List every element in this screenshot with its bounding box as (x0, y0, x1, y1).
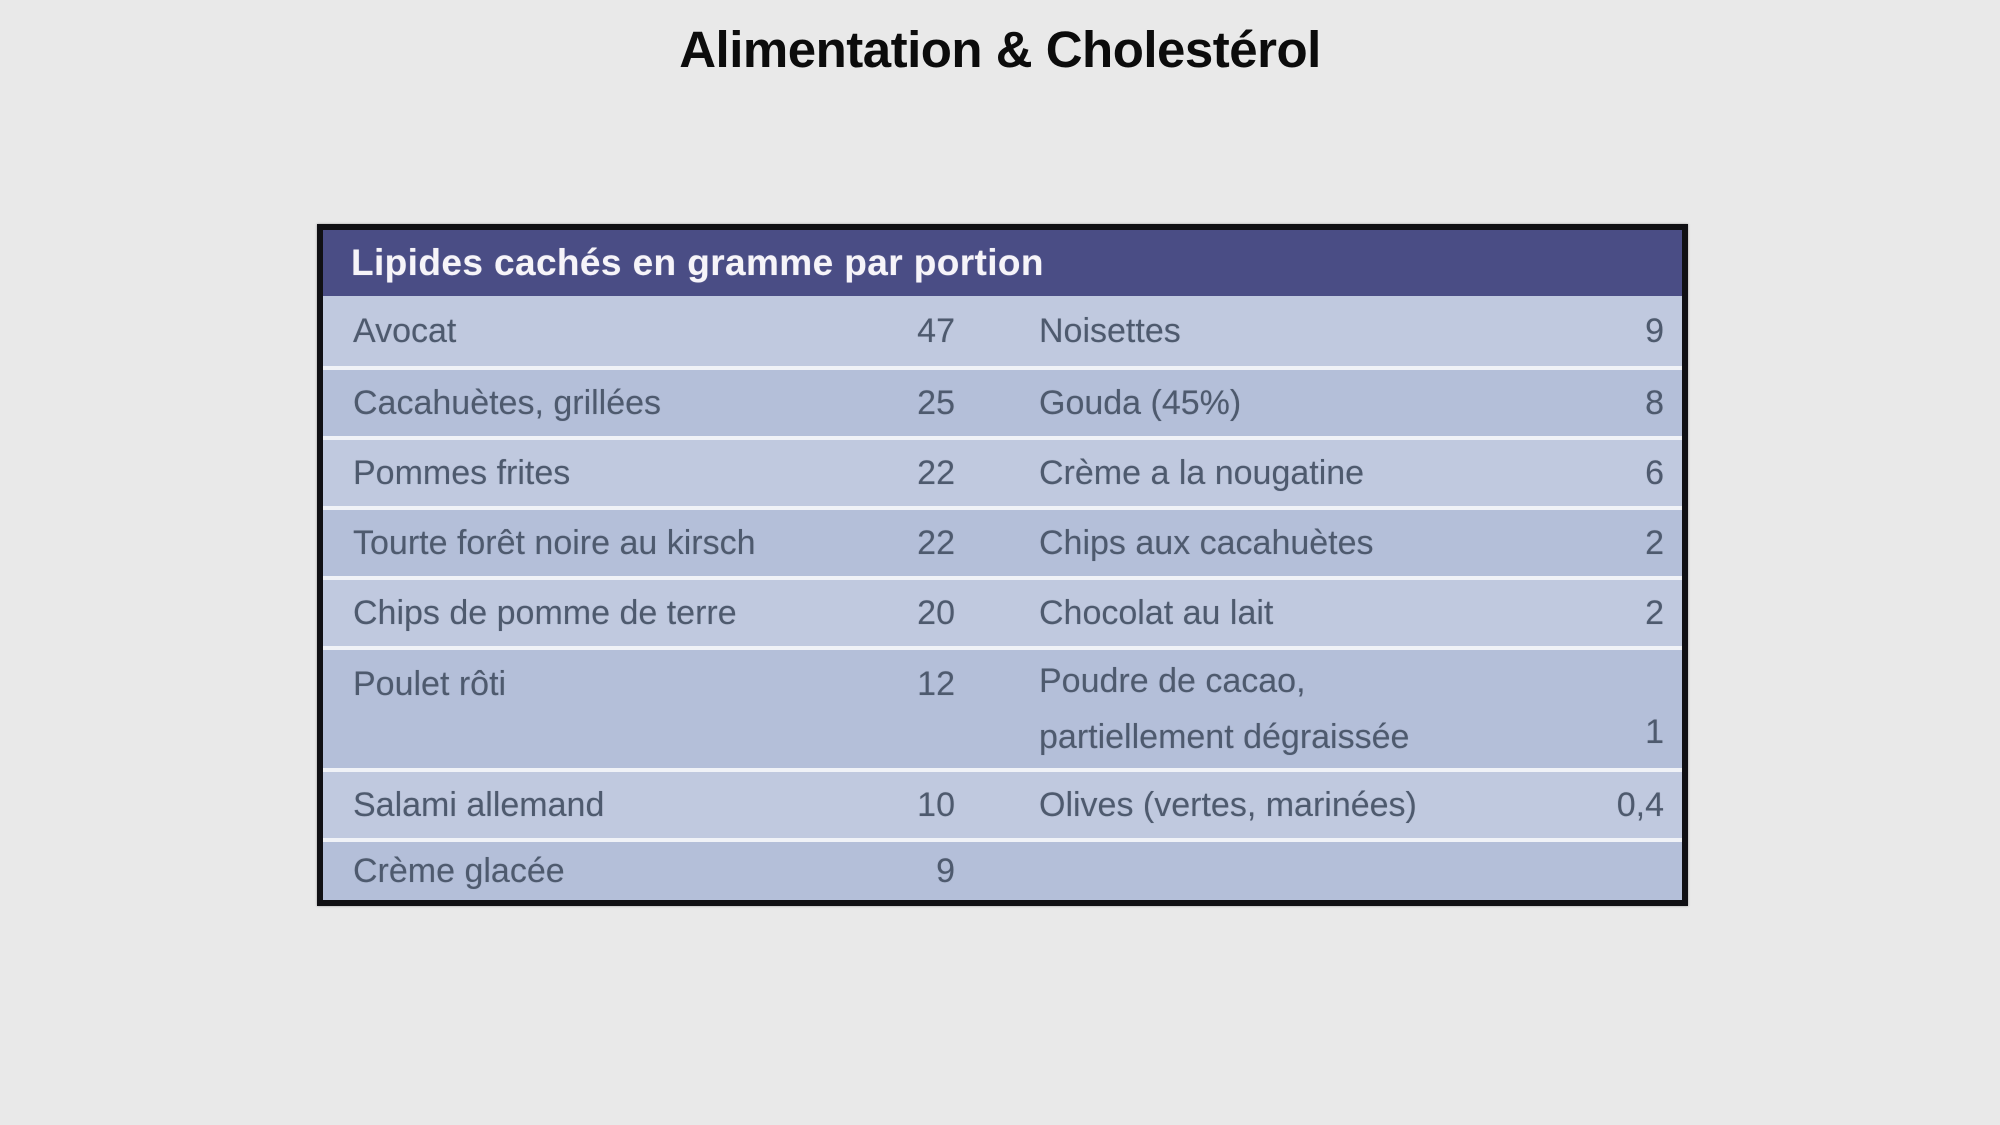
table-row (323, 646, 1682, 768)
table-row (323, 506, 1682, 576)
fat-value-right: 2 (1645, 593, 1664, 632)
table-header: Lipides cachés en gramme par portion (323, 230, 1682, 296)
table-row (323, 366, 1682, 436)
food-name-right: Gouda (45%) (1039, 383, 1242, 422)
fat-value-right: 9 (1645, 311, 1664, 350)
food-name-right: Noisettes (1039, 311, 1181, 350)
table-row (323, 436, 1682, 506)
food-name-left: Avocat (353, 311, 457, 350)
fat-value-right: 1 (1645, 713, 1664, 751)
fat-value-right: 8 (1645, 383, 1664, 422)
table-row (323, 296, 1682, 366)
hidden-fats-table (317, 224, 1688, 906)
fat-value-left: 22 (917, 523, 955, 562)
food-name-right: Crème a la nougatine (1039, 453, 1365, 492)
page-title: Alimentation & Cholestérol (679, 21, 1321, 78)
food-name-left: Cacahuètes, grillées (353, 383, 662, 422)
food-name-right: Chips aux cacahuètes (1039, 523, 1374, 562)
table-row (323, 576, 1682, 646)
food-name-left: Pommes frites (353, 453, 571, 492)
table-row (323, 768, 1682, 838)
food-name-left: Salami allemand (353, 785, 605, 824)
fat-value-left: 20 (917, 593, 955, 632)
fat-value-left: 12 (917, 665, 955, 703)
table-rows (323, 296, 1682, 900)
table-row (323, 838, 1682, 900)
food-name-left: Chips de pomme de terre (353, 593, 737, 632)
fat-value-left: 25 (917, 383, 955, 422)
food-name-right: Chocolat au lait (1039, 593, 1274, 632)
fat-value-left: 9 (936, 851, 955, 890)
fat-value-left: 47 (917, 311, 955, 350)
food-name-left: Tourte forêt noire au kirsch (353, 523, 756, 562)
food-name-left: Crème glacée (353, 851, 565, 890)
fat-value-right: 0,4 (1616, 785, 1664, 824)
food-name-right-line1: Poudre de cacao, (1039, 662, 1306, 700)
food-name-right-line2: partiellement dégraissée (1039, 718, 1410, 756)
fat-value-left: 22 (917, 453, 955, 492)
fat-value-right: 2 (1645, 523, 1664, 562)
food-name-right: Olives (vertes, marinées) (1039, 785, 1417, 824)
fat-value-left: 10 (917, 785, 955, 824)
fat-value-right: 6 (1645, 453, 1664, 492)
food-name-left: Poulet rôti (353, 665, 507, 703)
food-name-right (955, 653, 1495, 765)
